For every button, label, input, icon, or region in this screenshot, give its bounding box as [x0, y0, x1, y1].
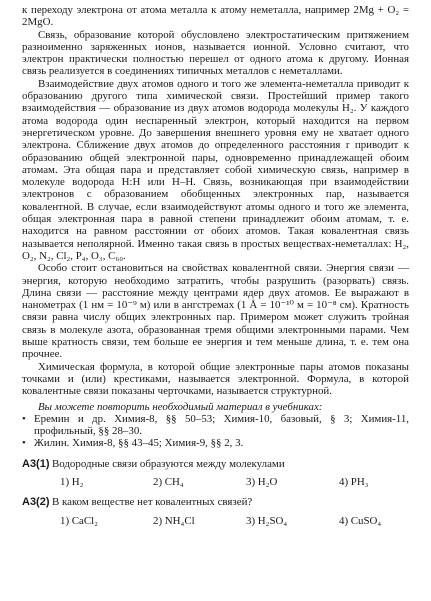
answer-option: 2) CH₄ — [153, 475, 184, 488]
bullet-icon: • — [22, 412, 26, 425]
bullet-item — [22, 437, 409, 449]
answer-option: 3) H₂SO₄ — [246, 514, 288, 527]
question-text: Водородные связи образуются между молекулами — [52, 457, 285, 470]
question-a3-2 — [22, 496, 409, 527]
question-label: А3(2) — [22, 496, 50, 509]
answer-options — [22, 476, 409, 488]
answer-option: 1) CaCl₂ — [60, 514, 98, 527]
bullet-item — [22, 413, 409, 438]
page-body — [0, 4, 431, 527]
textbook-recommendation: Вы можете повторить необходимый материал в учебниках: — [38, 400, 323, 413]
question-label: А3(1) — [22, 457, 50, 470]
bullet-text: Жилин. Химия-8, §§ 43–45; Химия-9, §§ 2, 3. — [34, 437, 244, 450]
answer-option: 1) H₂ — [60, 475, 84, 488]
paragraph-formulas: Химическая формула, в которой общие электронные пары атомов показаны точками и (или) крестиками, называется электронной. Формула, в которой ковалентные связи показаны черточками, называется структурной. — [22, 360, 409, 398]
answer-option: 3) H₂O — [246, 475, 278, 488]
answer-option: 4) CuSO₄ — [339, 514, 382, 527]
question-text: В каком веществе нет ковалентных связей? — [52, 496, 253, 509]
paragraph-continuation: к переходу электрона от атома металла к атому неметалла, например 2Mg + O₂ = 2MgO. — [22, 4, 409, 29]
answer-options — [22, 515, 409, 527]
question-a3-1 — [22, 458, 409, 489]
paragraph-bond-properties: Особо стоит остановиться на свойствах ковалентной связи. Энергия связи — энергия, которую необходимо затратить, чтобы разрушить (разорвать) связь. Длина связи — расстояние между центрами ядер двух атомов. Ее выражают в нанометрах (1 нм = 10⁻⁹ м) или в ангстремах (1 Å = 10⁻¹⁰ м = 10⁻⁸ см). Кратность связи равна числу общих электронных пар. Примером может служить тройная связь в молекуле азота, образованная тремя общими электронными парами. Чем выше кратность связи, тем больше ее энергия и тем меньше длина, т. е. тем она прочнее. — [22, 262, 409, 361]
paragraph-ionic-bond: Связь, образование которой обусловлено электростатическим притяжением разноименно заряженных ионов, называется ионной. Условно считают, что электрон практически полностью перешел от одного атома к другому. Ионная связь реализуется в соединениях типичных металлов с неметаллами. — [22, 28, 409, 78]
answer-option: 2) NH₄Cl — [153, 514, 195, 527]
paragraph-covalent-bond: Взаимодействие двух атомов одного и того же элемента-неметалла приводит к образованию другого типа химической связи. Простейший пример такого взаимодействия — образование из двух атомов водорода молекулы H₂. У каждого атома водорода один неспаренный электрон, который находится на первом энергетическом уровне. До завершения внешнего уровня ему не хватает одного электрона. Сближение двух атомов до определенного расстояния r приводит к образованию общей электронной пары, одновременно принадлежащей обоим атомам. Эта общая пара и представляет собой химическую связь, например в молекуле водорода H:H или H–H. Связь, возникающая при взаимодействии электронов с образованием обобщенных электронных пар, называется ковалентной. В случае, если взаимодействуют атомы одного и того же элемента, общая электронная пара в равной степени принадлежит обоим атомам, т. е. находится на равном расстоянии от обоих атомов. Такая ковалентная связь называется неполярной. Именно такая связь в простых веществах-неметаллах: H₂, O₂, N₂, Cl₂, P₄, O₃, C₆₀. — [22, 77, 409, 262]
bullet-text: Еремин и др. Химия-8, §§ 50–53; Химия-10, базовый, § 3; Химия-11, профильный, §§ 28–30. — [34, 412, 409, 438]
bullet-icon: • — [22, 437, 26, 450]
answer-option: 4) PH₃ — [339, 475, 369, 488]
